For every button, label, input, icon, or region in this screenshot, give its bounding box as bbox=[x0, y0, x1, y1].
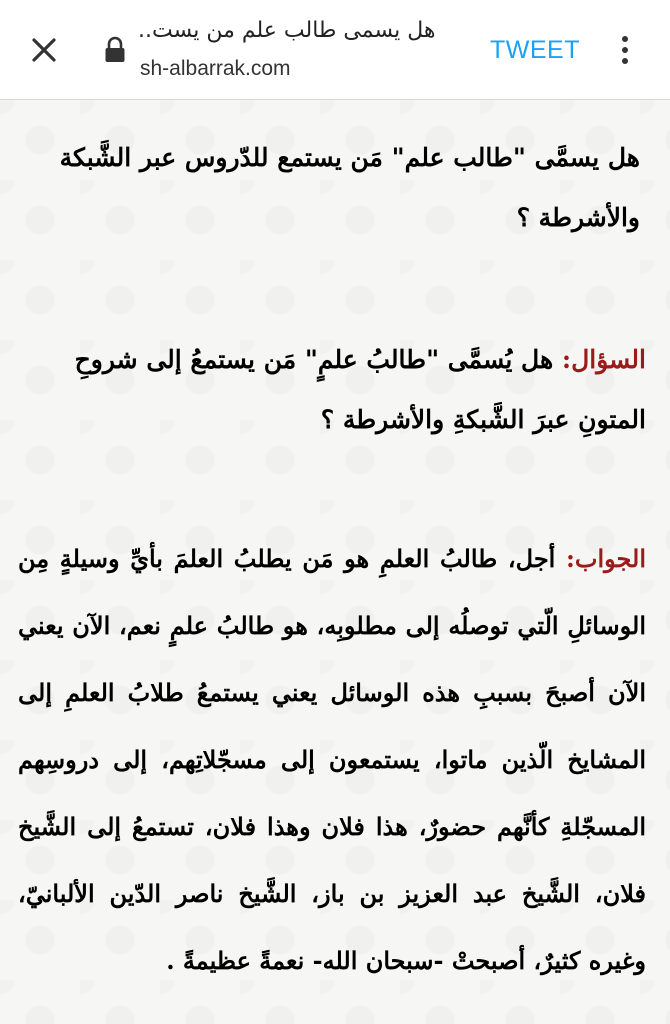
article-title: هل يسمَّى "طالب علم" مَن يستمع للدّروس عبر الشَّبكة والأشرطة ؟ bbox=[59, 143, 640, 232]
question-label: السؤال: bbox=[561, 345, 646, 374]
more-vertical-icon-dot bbox=[622, 58, 628, 64]
tweet-button[interactable]: TWEET bbox=[490, 36, 580, 64]
question-paragraph bbox=[18, 330, 646, 450]
more-vertical-icon bbox=[622, 36, 628, 42]
lock-icon bbox=[104, 36, 126, 64]
question-text: هل يُسمَّى "طالبُ علمٍ" مَن يستمعُ إلى شروحِ المتونِ عبرَ الشَّبكةِ والأشرطة ؟ bbox=[74, 345, 646, 434]
answer-text: أجل، طالبُ العلمِ هو مَن يطلبُ العلمَ بأيِّ وسيلةٍ مِن الوسائلِ الّتي توصلُه إلى مطلوبِه، هو طالبُ علمٍ نعم، الآن يعني الآن أصبحَ بسببِ هذه الوسائل يعني يستمعُ طلابُ العلمِ إلى المشايخ الّذين ماتوا، يستمعون إلى مسجّلاتِهم، إلى دروسِهم المسجّلةِ كأنَّهم حضورٌ، هذا فلان وهذا فلان، تستمعُ إلى الشَّيخ فلان، الشَّيخ عبد العزيز بن باز، الشَّيخ ناصر الدّين الألبانيّ، وغيره كثيرٌ، أصبحتْ -سبحان الله- نعمةً عظيمةً . bbox=[18, 544, 646, 975]
page-title[interactable]: هل يسمى طالب علم من يست.. bbox=[138, 18, 436, 43]
close-icon bbox=[30, 36, 58, 64]
answer-label: الجواب: bbox=[566, 544, 646, 573]
more-menu-button[interactable] bbox=[610, 30, 640, 70]
more-vertical-icon-dot bbox=[622, 47, 628, 53]
answer-paragraph bbox=[18, 525, 646, 994]
article-content bbox=[0, 100, 670, 1024]
close-button[interactable] bbox=[22, 28, 66, 72]
page-domain[interactable]: sh-albarrak.com bbox=[140, 57, 291, 80]
browser-toolbar bbox=[0, 0, 670, 100]
